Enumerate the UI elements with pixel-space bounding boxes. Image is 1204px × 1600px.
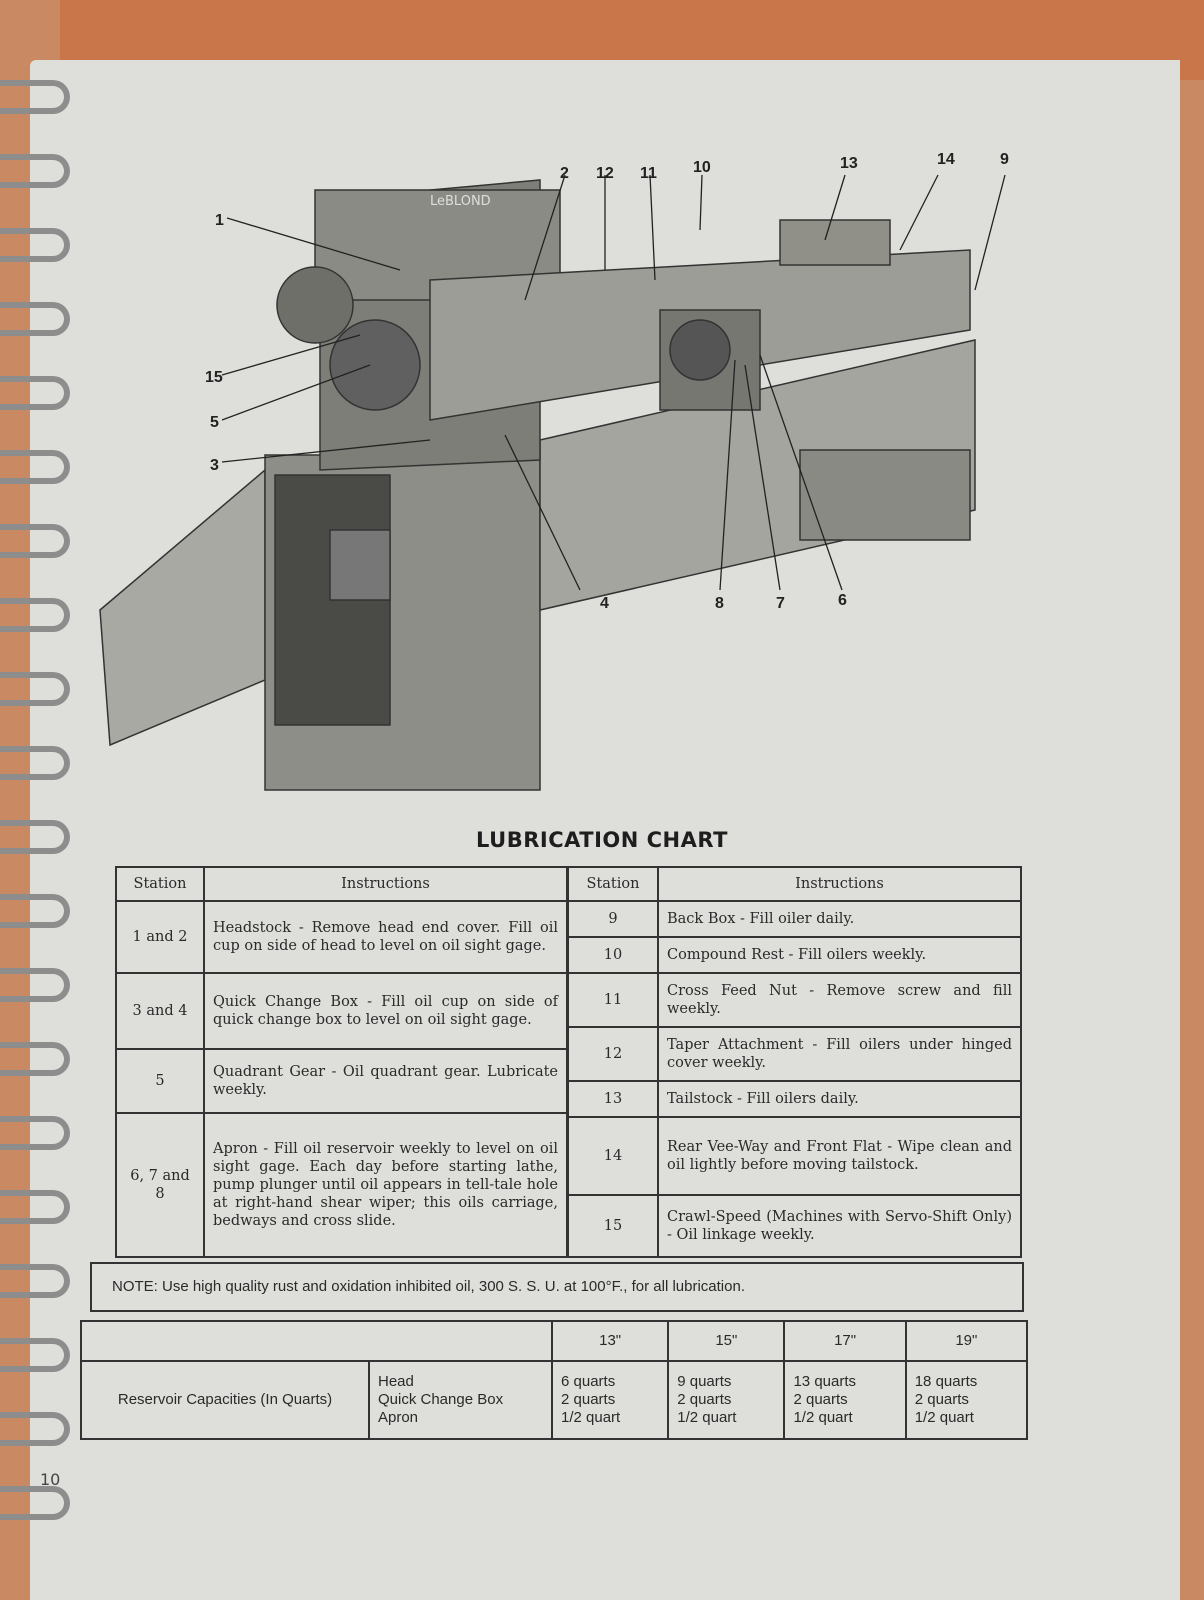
lubrication-note: NOTE: Use high quality rust and oxidation inhibited oil, 300 S. S. U. at 100°F., for all lubrication. (90, 1262, 1024, 1312)
size-17: 17" (784, 1321, 905, 1361)
instruction-cell: Compound Rest - Fill oilers weekly. (658, 937, 1021, 973)
header-instructions: Instructions (658, 867, 1021, 901)
binding-ring (0, 1412, 70, 1446)
instruction-cell: Tailstock - Fill oilers daily. (658, 1081, 1021, 1117)
capacity-13 (552, 1361, 668, 1439)
station-cell: 13 (568, 1081, 658, 1117)
callout-10: 10 (693, 159, 711, 176)
value: 6 quarts (561, 1373, 616, 1390)
binding-ring (0, 1486, 70, 1520)
callout-8: 8 (715, 595, 724, 612)
value: 2 quarts (914, 1391, 969, 1408)
callout-11: 11 (640, 165, 657, 182)
value: 9 quarts (677, 1373, 732, 1390)
binding-ring (0, 968, 70, 1002)
lathe-illustration (100, 140, 1009, 810)
callout-5: 5 (210, 414, 219, 431)
binding-ring (0, 1190, 70, 1224)
binding-ring (0, 302, 70, 336)
table-row (568, 1195, 1021, 1257)
binding-ring (0, 376, 70, 410)
instruction-cell: Back Box - Fill oiler daily. (658, 901, 1021, 937)
table-row (568, 901, 1021, 937)
callout-13: 13 (840, 155, 858, 172)
station-cell: 12 (568, 1027, 658, 1081)
callout-3: 3 (210, 457, 219, 474)
binding-ring (0, 1042, 70, 1076)
table-row (568, 973, 1021, 1027)
size-13: 13" (552, 1321, 668, 1361)
value: 2 quarts (561, 1391, 616, 1408)
handwheel (670, 320, 730, 380)
binding-ring (0, 1264, 70, 1298)
station-cell: 10 (568, 937, 658, 973)
lubrication-table-left (115, 866, 568, 1258)
item-quick-change-box: Quick Change Box (378, 1391, 504, 1408)
capacity-17 (784, 1361, 905, 1439)
size-19: 19" (906, 1321, 1027, 1361)
table-row (116, 973, 567, 1049)
value: 1/2 quart (561, 1409, 621, 1426)
value: 18 quarts (914, 1373, 978, 1390)
header-station: Station (116, 867, 204, 901)
station-cell: 5 (116, 1049, 204, 1113)
binding-ring (0, 450, 70, 484)
binding-ring (0, 746, 70, 780)
reservoir-items (369, 1361, 552, 1439)
binding-ring (0, 524, 70, 558)
instruction-cell: Apron - Fill oil reservoir weekly to level on oil sight gage. Each day before starting lathe, pump plunger until oil appears in tell-tale hole at right-hand shear wiper; this oils carriage, bedways and cross slide. (204, 1113, 567, 1257)
station-cell: 9 (568, 901, 658, 937)
table-row (568, 1081, 1021, 1117)
header-instructions: Instructions (204, 867, 567, 901)
station-cell: 11 (568, 973, 658, 1027)
reservoir-capacities-table (80, 1320, 1028, 1440)
capacity-15 (668, 1361, 784, 1439)
table-row (116, 1049, 567, 1113)
brand-logo: LeBLOND (430, 194, 491, 209)
binding-ring (0, 894, 70, 928)
station-cell: 1 and 2 (116, 901, 204, 973)
callout-2: 2 (560, 165, 569, 182)
table-row (116, 901, 567, 973)
spiral-binding (0, 80, 75, 1520)
table-row (116, 1113, 567, 1257)
binding-ring (0, 154, 70, 188)
callout-14: 14 (937, 151, 955, 168)
binding-ring (0, 228, 70, 262)
callout-1: 1 (215, 212, 224, 229)
callout-6: 6 (838, 592, 847, 609)
instruction-cell: Crawl-Speed (Machines with Servo-Shift Only) - Oil linkage weekly. (658, 1195, 1021, 1257)
value: 13 quarts (793, 1373, 857, 1390)
capacity-19 (906, 1361, 1027, 1439)
cabinet-door (100, 470, 265, 745)
chart-title: LUBRICATION CHART (476, 828, 728, 852)
size-15: 15" (668, 1321, 784, 1361)
value: 1/2 quart (793, 1409, 853, 1426)
value: 1/2 quart (677, 1409, 737, 1426)
value: 2 quarts (677, 1391, 732, 1408)
instruction-cell: Rear Vee-Way and Front Flat - Wipe clean and oil lightly before moving tailstock. (658, 1117, 1021, 1195)
station-cell: 15 (568, 1195, 658, 1257)
instruction-cell: Quick Change Box - Fill oil cup on side of quick change box to level on oil sight gage. (204, 973, 567, 1049)
reservoir-label: Reservoir Capacities (In Quarts) (81, 1361, 369, 1439)
instruction-cell: Taper Attachment - Fill oilers under hinged cover weekly. (658, 1027, 1021, 1081)
value: 1/2 quart (914, 1409, 974, 1426)
item-head: Head (378, 1373, 414, 1390)
lubrication-table-right (567, 866, 1022, 1258)
callout-4: 4 (600, 595, 609, 612)
page-number: 10 (40, 1470, 61, 1489)
station-cell: 6, 7 and 8 (116, 1113, 204, 1257)
binding-ring (0, 1116, 70, 1150)
table-row (568, 1117, 1021, 1195)
table-row (568, 937, 1021, 973)
binding-ring (0, 1338, 70, 1372)
header-station: Station (568, 867, 658, 901)
instruction-cell: Quadrant Gear - Oil quadrant gear. Lubricate weekly. (204, 1049, 567, 1113)
binding-ring (0, 80, 70, 114)
table-row (568, 1027, 1021, 1081)
tailstock (780, 220, 890, 265)
station-cell: 14 (568, 1117, 658, 1195)
callout-7: 7 (776, 595, 785, 612)
binding-ring (0, 672, 70, 706)
instruction-cell: Cross Feed Nut - Remove screw and fill weekly. (658, 973, 1021, 1027)
value: 2 quarts (793, 1391, 848, 1408)
callout-15: 15 (205, 369, 223, 386)
callout-9: 9 (1000, 151, 1009, 168)
item-apron: Apron (378, 1409, 419, 1426)
binding-ring (0, 598, 70, 632)
callout-12: 12 (596, 165, 614, 182)
station-cell: 3 and 4 (116, 973, 204, 1049)
instruction-cell: Headstock - Remove head end cover. Fill oil cup on side of head to level on oil sight gage. (204, 901, 567, 973)
